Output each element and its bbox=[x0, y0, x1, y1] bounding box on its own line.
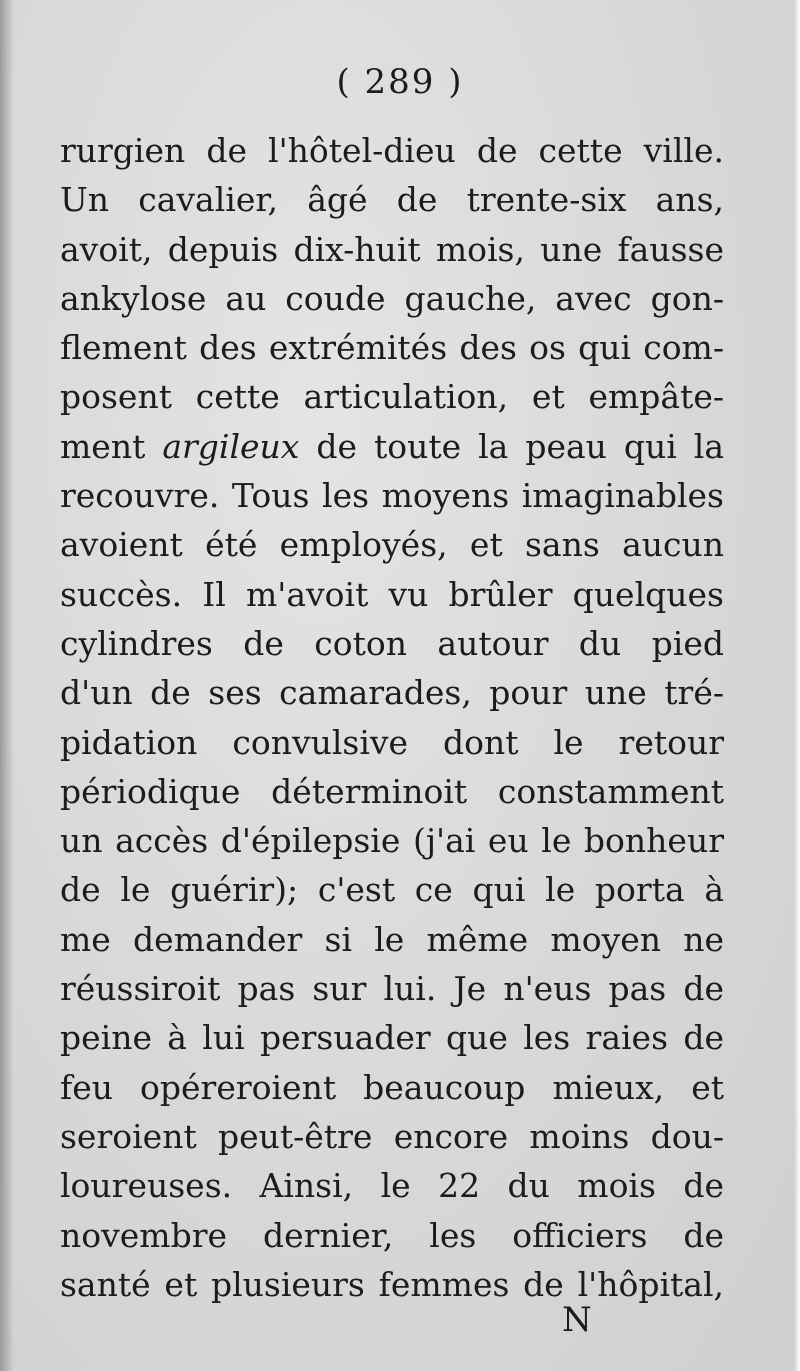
text-line bbox=[60, 422, 724, 471]
text-line bbox=[60, 816, 724, 865]
text-segment: ment bbox=[60, 426, 163, 466]
text-segment: périodique déterminoit constamment bbox=[60, 771, 724, 811]
body-text bbox=[60, 126, 724, 1309]
text-line bbox=[60, 619, 724, 668]
text-segment: me demander si le même moyen ne bbox=[60, 919, 724, 959]
text-line bbox=[60, 225, 724, 274]
text-line bbox=[60, 274, 724, 323]
text-segment: de le guérir); c'est ce qui le porta à bbox=[60, 870, 724, 910]
page-number: ( 289 ) bbox=[336, 62, 464, 102]
text-segment: loureuses. Ainsi, le 22 du mois de bbox=[60, 1166, 724, 1206]
text-line bbox=[60, 1260, 724, 1309]
text-segment: Un cavalier, âgé de trente-six ans, bbox=[60, 180, 724, 220]
text-segment: avoient été employés, et sans aucun bbox=[60, 525, 724, 565]
text-line bbox=[60, 865, 724, 914]
text-line bbox=[60, 323, 724, 372]
page-edge-shadow bbox=[0, 0, 14, 1371]
text-segment: pidation convulsive dont le retour bbox=[60, 722, 724, 762]
text-line bbox=[60, 471, 724, 520]
text-line bbox=[60, 668, 724, 717]
text-segment: avoit, depuis dix-huit mois, une fausse bbox=[60, 229, 724, 269]
page-edge-highlight bbox=[794, 0, 800, 1371]
text-line bbox=[60, 126, 724, 175]
text-line bbox=[60, 767, 724, 816]
text-line bbox=[60, 1013, 724, 1062]
text-segment: posent cette articulation, et empâte- bbox=[60, 377, 724, 417]
text-segment: succès. Il m'avoit vu brûler quelques bbox=[60, 574, 724, 614]
text-line bbox=[60, 570, 724, 619]
text-segment: un accès d'épilepsie (j'ai eu le bonheur bbox=[60, 821, 724, 861]
text-line bbox=[60, 1211, 724, 1260]
text-line bbox=[60, 175, 724, 224]
text-segment: novembre dernier, les officiers de bbox=[60, 1215, 724, 1255]
text-segment: réussiroit pas sur lui. Je n'eus pas de bbox=[60, 969, 724, 1009]
text-line bbox=[60, 372, 724, 421]
italic-word: argileux bbox=[162, 426, 300, 466]
text-line bbox=[60, 520, 724, 569]
text-segment: santé et plusieurs femmes de l'hôpital, bbox=[60, 1264, 724, 1304]
text-line bbox=[60, 1063, 724, 1112]
text-segment: ankylose au coude gauche, avec gon- bbox=[60, 278, 724, 318]
text-segment: d'un de ses camarades, pour une tré- bbox=[60, 673, 724, 713]
text-segment: flement des extrémités des os qui com- bbox=[60, 328, 724, 368]
text-segment: feu opéreroient beaucoup mieux, et bbox=[60, 1067, 724, 1107]
text-line bbox=[60, 915, 724, 964]
text-segment: rurgien de l'hôtel-dieu de cette ville. bbox=[60, 131, 724, 170]
text-segment: de toute la peau qui la bbox=[299, 426, 724, 466]
text-segment: seroient peut-être encore moins dou- bbox=[60, 1116, 724, 1156]
text-segment: cylindres de coton autour du pied bbox=[60, 623, 724, 663]
text-line bbox=[60, 718, 724, 767]
text-line bbox=[60, 1161, 724, 1210]
signature-mark: N bbox=[562, 1300, 592, 1340]
text-line bbox=[60, 964, 724, 1013]
text-segment: recouvre. Tous les moyens imaginables bbox=[60, 476, 724, 516]
text-line bbox=[60, 1112, 724, 1161]
text-segment: peine à lui persuader que les raies de bbox=[60, 1018, 724, 1058]
